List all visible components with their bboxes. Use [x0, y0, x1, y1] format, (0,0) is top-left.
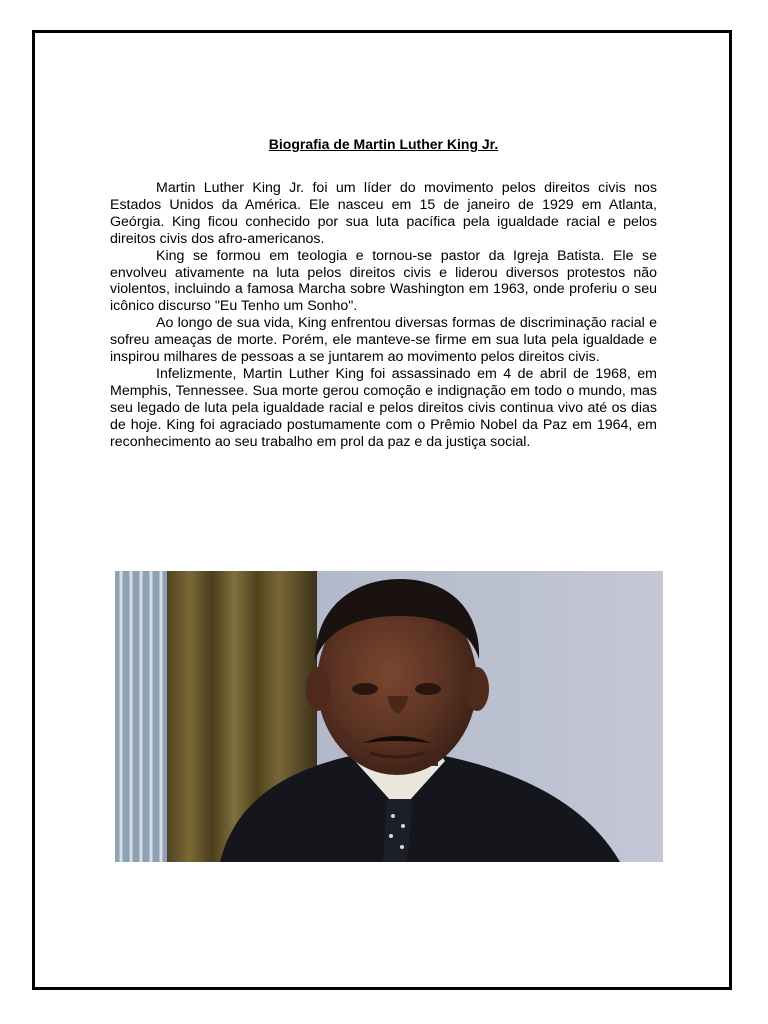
paragraph-4: Infelizmente, Martin Luther King foi assassinado em 4 de abril de 1968, em Memphis, Tennessee. Sua morte gerou comoção e indignação em todo o mundo, mas seu legado de luta pela igualdade racial e pelos direitos civis continua vivo até os dias de hoje. King foi agraciado postumamente com o Prêmio Nobel da Paz em 1964, em reconhecimento ao seu trabalho em prol da paz e da justiça social. [110, 365, 657, 450]
document-body [110, 180, 657, 451]
document-title: Biografia de Martin Luther King Jr. [268, 136, 499, 152]
paragraph-1: Martin Luther King Jr. foi um líder do movimento pelos direitos civis nos Estados Unidos da América. Ele nasceu em 15 de janeiro de 1929 em Atlanta, Geórgia. King ficou conhecido por sua luta pacífica pela igualdade racial e pelos direitos civis dos afro-americanos. [110, 180, 657, 247]
paragraph-2: King se formou em teologia e tornou-se pastor da Igreja Batista. Ele se envolveu ativamente na luta pelos direitos civis e liderou diversos protestos não violentos, incluindo a famosa Marcha sobre Washington em 1963, onde proferiu o seu icônico discurso "Eu Tenho um Sonho". [110, 247, 657, 315]
paragraph-3: Ao longo de sua vida, King enfrentou diversas formas de discriminação racial e sofreu ameaças de morte. Porém, ele manteve-se firme em sua luta pela igualdade e inspirou milhares de pessoas a se juntarem ao movimento pelos direitos civis. [110, 315, 657, 366]
portrait-photo-icon [115, 571, 663, 862]
portrait-photo [115, 571, 663, 862]
